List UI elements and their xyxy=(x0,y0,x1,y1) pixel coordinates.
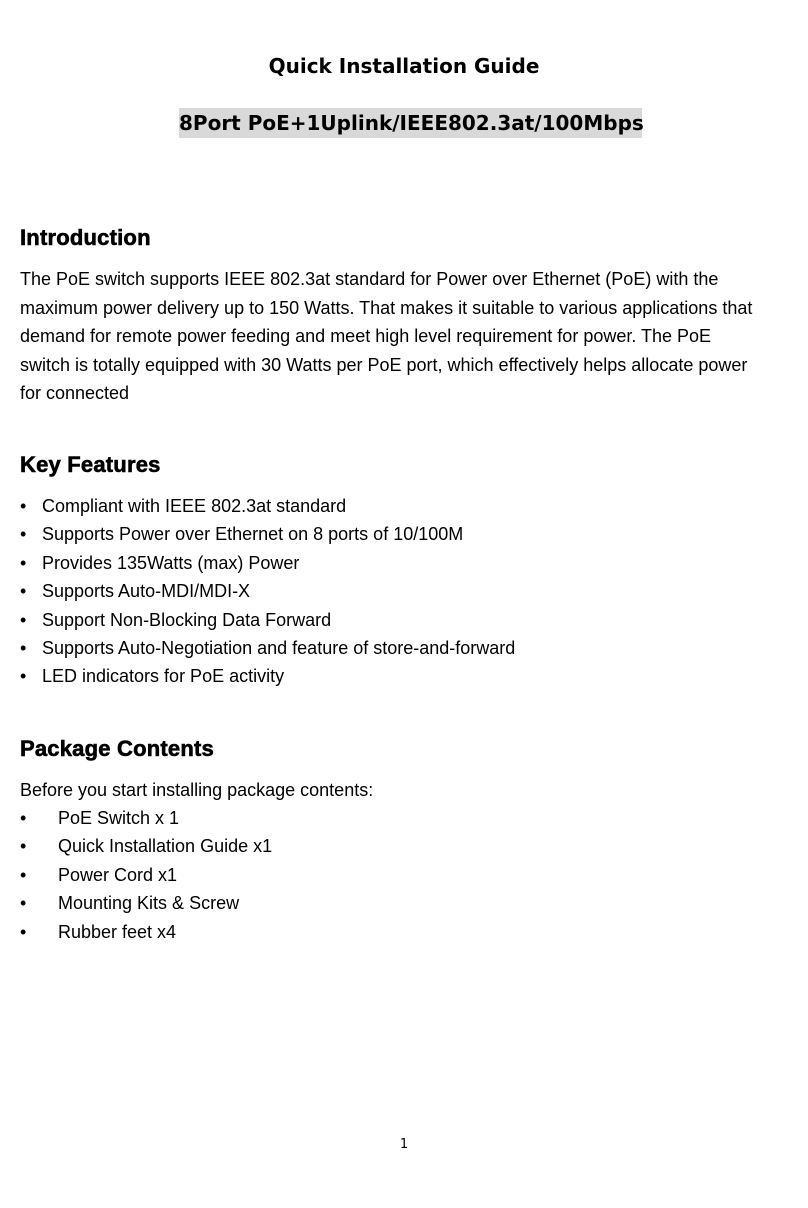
list-item xyxy=(20,606,515,634)
list-item xyxy=(20,861,272,889)
list-item xyxy=(20,520,515,548)
list-item xyxy=(20,662,515,690)
feature-text: Compliant with IEEE 802.3at standard xyxy=(42,496,347,516)
introduction-line: demand for remote power feeding and meet high level requirement for power. The PoE xyxy=(20,326,712,346)
bullet-icon: • xyxy=(20,496,27,516)
list-item xyxy=(20,492,515,520)
bullet-icon: • xyxy=(20,836,27,857)
list-item xyxy=(20,549,515,577)
feature-text: LED indicators for PoE activity xyxy=(42,666,285,687)
bullet-icon: • xyxy=(20,808,27,828)
bullet-icon: • xyxy=(20,524,27,545)
package-contents-heading: Package Contents xyxy=(20,736,214,761)
list-item xyxy=(20,804,272,832)
list-item xyxy=(20,634,515,662)
document-title: Quick Installation Guide xyxy=(268,54,540,78)
package-item-text: Power Cord x1 xyxy=(58,864,178,885)
feature-text: Supports Auto-MDI/MDI-X xyxy=(42,581,251,602)
key-features-list xyxy=(20,492,515,691)
page-number: 1 xyxy=(399,1137,409,1152)
introduction-line: for connected xyxy=(20,383,130,403)
list-item xyxy=(20,832,272,860)
introduction-line: maximum power delivery up to 150 Watts. That makes it suitable to various applications that xyxy=(20,297,753,318)
feature-text: Support Non-Blocking Data Forward xyxy=(42,609,332,630)
bullet-icon: • xyxy=(20,864,27,885)
list-item xyxy=(20,889,272,917)
feature-text: Supports Auto-Negotiation and feature of store-and-forward xyxy=(42,638,516,659)
bullet-icon: • xyxy=(20,921,27,942)
package-contents-list xyxy=(20,804,272,946)
bullet-icon: • xyxy=(20,638,27,659)
feature-text: Supports Power over Ethernet on 8 ports of 10/100M xyxy=(42,524,464,545)
package-item-text: PoE Switch x 1 xyxy=(58,808,180,828)
package-item-text: Quick Installation Guide x1 xyxy=(58,836,273,857)
introduction-paragraph xyxy=(20,265,795,408)
bullet-icon: • xyxy=(20,893,27,914)
introduction-heading: Introduction xyxy=(20,225,151,250)
introduction-line: switch is totally equipped with 30 Watts per PoE port, which effectively helps allocate power xyxy=(20,354,748,375)
list-item xyxy=(20,577,515,605)
feature-text: Provides 135Watts (max) Power xyxy=(42,552,300,573)
product-subtitle: 8Port PoE+1Uplink/IEEE802.3at/100Mbps xyxy=(179,108,642,138)
package-contents-intro: Before you start installing package contents: xyxy=(20,780,374,800)
introduction-line: The PoE switch supports IEEE 802.3at standard for Power over Ethernet (PoE) with the xyxy=(20,269,719,289)
list-item xyxy=(20,918,272,946)
bullet-icon: • xyxy=(20,581,27,602)
bullet-icon: • xyxy=(20,666,27,687)
key-features-heading: Key Features xyxy=(20,452,161,477)
bullet-icon: • xyxy=(20,552,27,573)
package-item-text: Mounting Kits & Screw xyxy=(58,893,240,914)
bullet-icon: • xyxy=(20,609,27,630)
package-item-text: Rubber feet x4 xyxy=(58,921,177,942)
